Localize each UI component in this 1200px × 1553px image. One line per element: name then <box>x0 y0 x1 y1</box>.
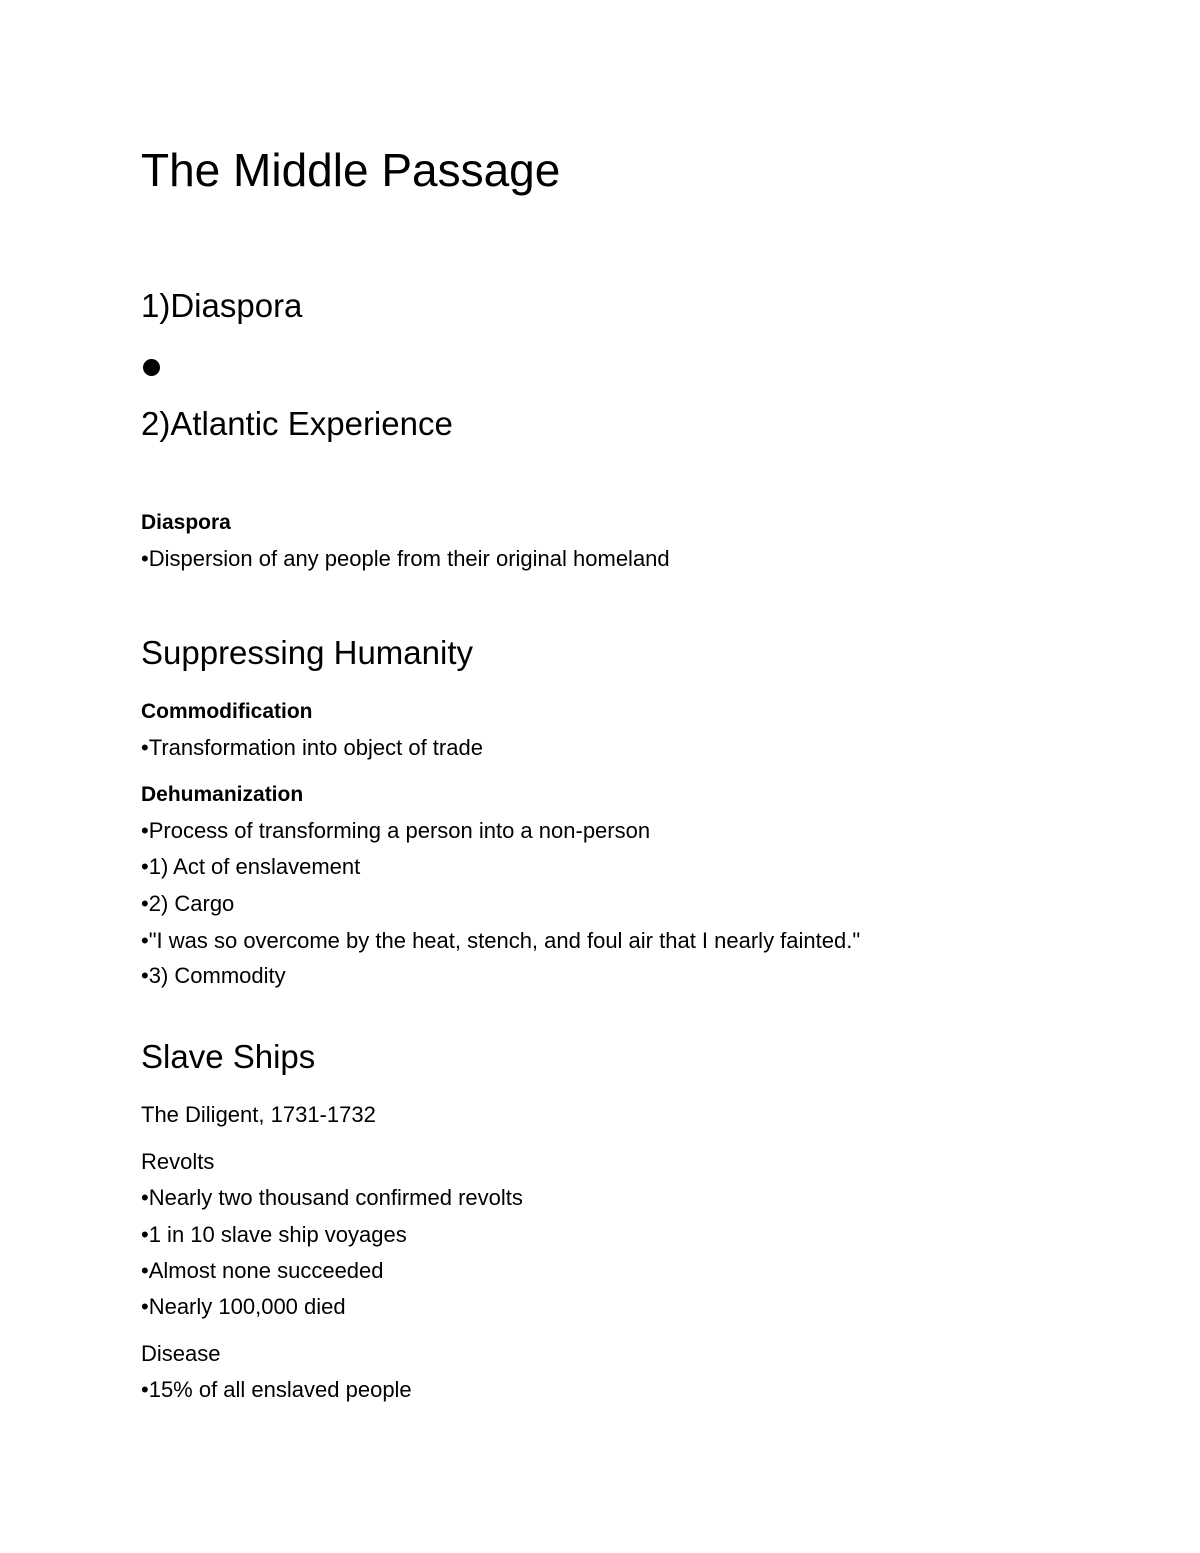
dehumanization-item: •2) Cargo <box>141 891 235 916</box>
diaspora-heading: Diaspora <box>141 511 231 534</box>
revolts-item: •Nearly 100,000 died <box>141 1294 346 1319</box>
dehumanization-heading: Dehumanization <box>141 783 304 806</box>
commodification-definition: •Transformation into object of trade <box>141 735 483 760</box>
disease-item: •15% of all enslaved people <box>141 1377 412 1402</box>
commodification-heading: Commodification <box>141 700 313 723</box>
dehumanization-item: •Process of transforming a person into a non-person <box>141 818 651 843</box>
revolts-item: •Almost none succeeded <box>141 1258 384 1283</box>
diaspora-definition: •Dispersion of any people from their original homeland <box>141 546 670 571</box>
diligent-line: The Diligent, 1731-1732 <box>141 1102 376 1127</box>
suppressing-humanity-heading: Suppressing Humanity <box>141 634 473 671</box>
dehumanization-quote: •"I was so overcome by the heat, stench, and foul air that I nearly fainted." <box>141 928 861 953</box>
dehumanization-item: •3) Commodity <box>141 963 286 988</box>
revolts-item: •1 in 10 slave ship voyages <box>141 1222 407 1247</box>
slave-ships-heading: Slave Ships <box>141 1038 316 1075</box>
empty-bullet-icon <box>143 359 160 376</box>
page-title: The Middle Passage <box>141 144 561 196</box>
revolts-item: •Nearly two thousand confirmed revolts <box>141 1185 523 1210</box>
disease-heading: Disease <box>141 1341 221 1366</box>
dehumanization-item: •1) Act of enslavement <box>141 854 361 879</box>
revolts-heading: Revolts <box>141 1149 215 1174</box>
outline-item-2: 2)Atlantic Experience <box>141 405 453 442</box>
outline-item-1: 1)Diaspora <box>141 287 303 324</box>
